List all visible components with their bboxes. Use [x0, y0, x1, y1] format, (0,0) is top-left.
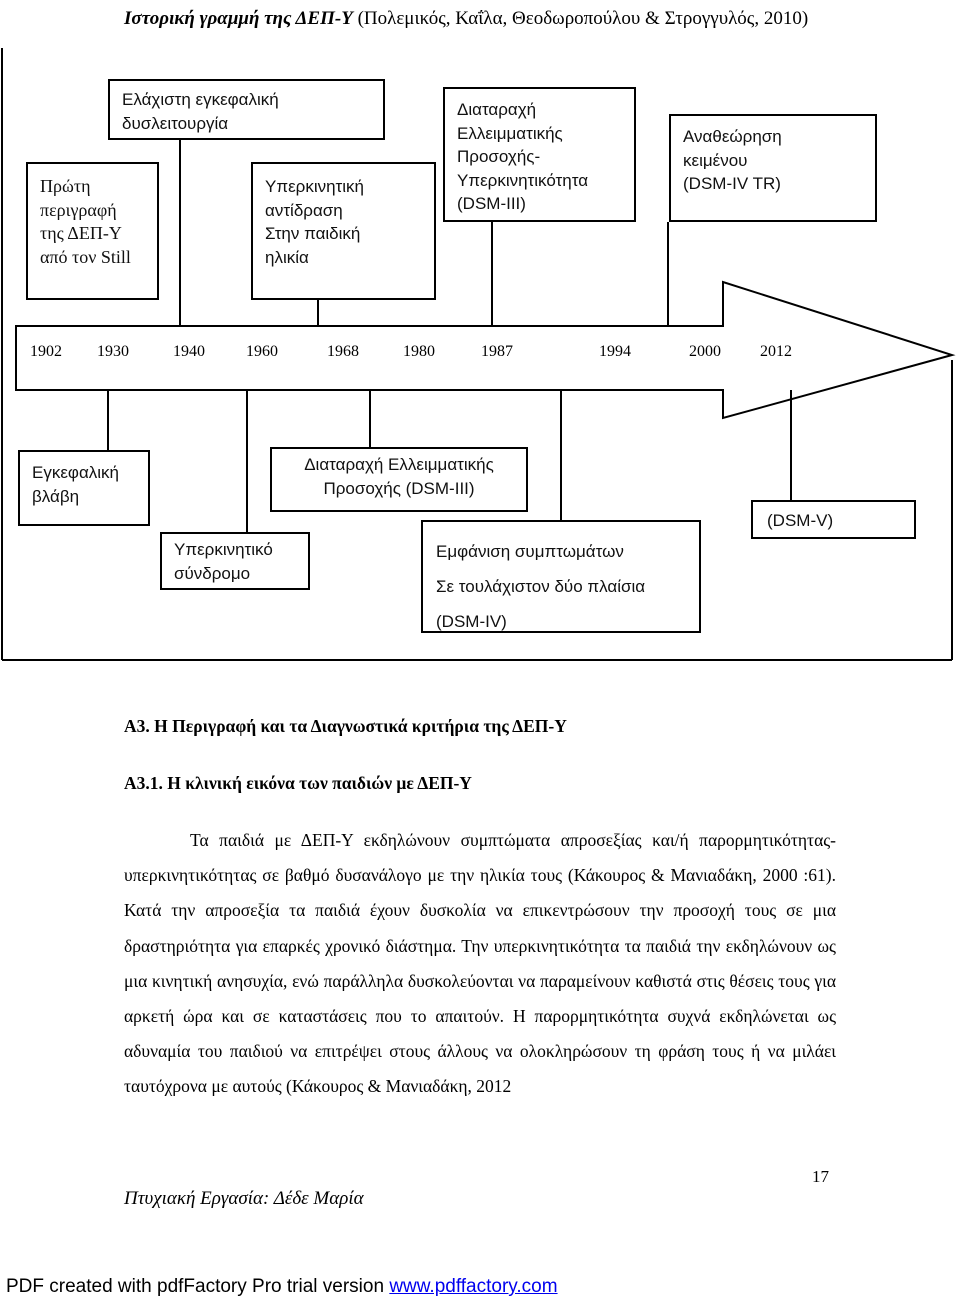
box-brain-damage: Εγκεφαλική βλάβη [18, 450, 150, 526]
year-label: 1987 [481, 343, 513, 360]
box-hyperkinetic-reaction: Υπερκινητική αντίδραση Στην παιδική ηλικία [251, 162, 436, 300]
box-dsm4-tr: Αναθεώρηση κειμένου (DSM-IV TR) [669, 114, 877, 222]
year-label: 1980 [403, 343, 435, 360]
year-label: 1940 [173, 343, 205, 360]
box-first-description: Πρώτη περιγραφή της ΔΕΠ-Υ από τον Still [26, 162, 159, 300]
page-number: 17 [812, 1167, 829, 1186]
pdf-watermark-text: PDF created with pdfFactory Pro trial version [6, 1276, 390, 1297]
year-label: 2012 [760, 343, 792, 360]
title-bold-part: Ιστορική γραμμή της ΔΕΠ-Υ [124, 8, 353, 29]
footer-author: Πτυχιακή Εργασία: Δέδε Μαρία [124, 1188, 364, 1209]
box-minimal-brain-dysfunction: Ελάχιστη εγκεφαλική δυσλειτουργία [108, 79, 385, 140]
year-label: 1930 [97, 343, 129, 360]
subsection-heading: Α3.1. Η κλινική εικόνα των παιδιών με ΔΕΠ-Υ [124, 773, 472, 793]
box-symptoms-dsm4: Εμφάνιση συμπτωμάτων Σε τουλάχιστον δύο πλαίσια (DSM-IV) [421, 520, 701, 633]
box-add-dsm3: Διαταραχή Ελλειμματικής Προσοχής- Υπερκινητικότητα (DSM-III) [443, 87, 636, 222]
year-label: 1968 [327, 343, 359, 360]
title-citation: (Πολεμικός, Καΐλα, Θεοδωροπούλου & Στρογγυλός, 2010) [352, 8, 809, 29]
year-label: 2000 [689, 343, 721, 360]
year-label: 1960 [246, 343, 278, 360]
year-label: 1994 [599, 343, 631, 360]
box-add-dsm3-bottom: Διαταραχή Ελλειμματικής Προσοχής (DSM-III) [270, 447, 528, 512]
pdffactory-link[interactable]: www.pdffactory.com [389, 1276, 558, 1297]
section-heading: Α3. Η Περιγραφή και τα Διαγνωστικά κριτήρια της ΔΕΠ-Υ [124, 716, 567, 736]
box-dsm5: (DSM-V) [751, 500, 916, 539]
year-label: 1902 [30, 343, 62, 360]
box-hyperkinetic-syndrome: Υπερκινητικό σύνδρομο [160, 532, 310, 590]
pdf-watermark [6, 1276, 558, 1298]
body-paragraph: Τα παιδιά με ΔΕΠ-Υ εκδηλώνουν συμπτώματα απροσεξίας και/ή παρορμητικότητας-υπερκινητικότητας σε βαθμό δυσανάλογο με την ηλικία τους (Κάκουρος & Μανιαδάκη, 2000 :61). Κατά την απροσεξία τα παιδιά έχουν δυσκολία να επικεντρώσουν την προσοχή τους σε μια δραστηριότητα για επαρκές χρονικό διάστημα. Την υπερκινητικότητα τα παιδιά την εκδηλώνουν ως μια κινητική ανησυχία, ενώ παράλληλα δυσκολεύονται να παραμείνουν καθιστά στις θέσεις τους για αρκετή ώρα και σε καταστάσεις που το απαιτούν. Η παρορμητικότητα συχνά εκδηλώνεται ως αδυναμία του παιδιού να επιτρέψει στους άλλους να ολοκληρώσουν τη φράση τους ή να μιλάει ταυτόχρονα με αυτούς (Κάκουρος & Μανιαδάκη, 2012 [124, 830, 836, 1097]
